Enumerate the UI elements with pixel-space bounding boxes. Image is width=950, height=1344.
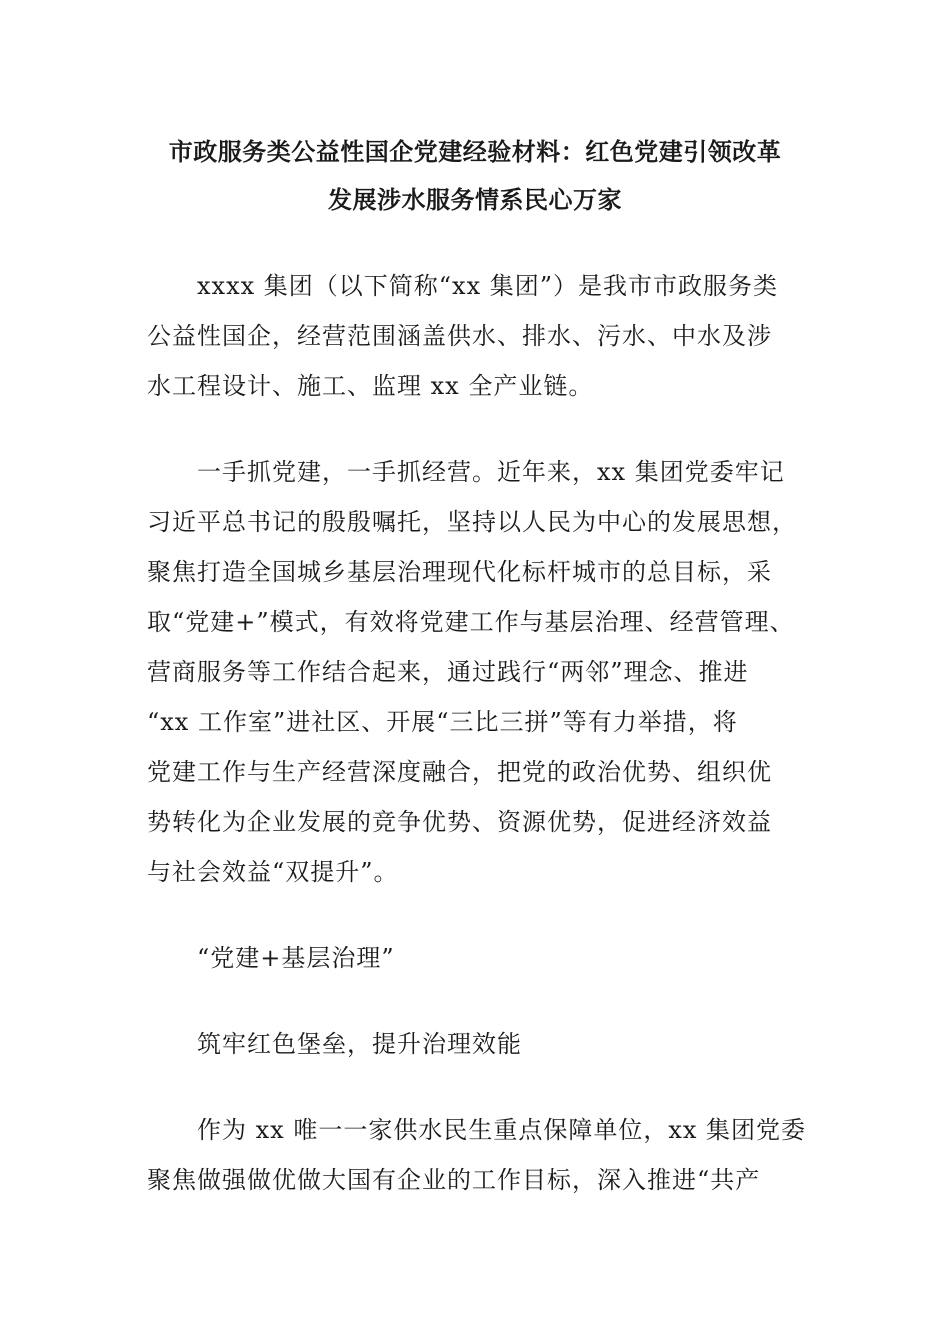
paragraph-2-line-1: 一手抓党建，一手抓经营。近年来，xx 集团党委牢记 [197,458,785,486]
paragraph-2-line-6: “xx 工作室”进社区、开展“三比三拼”等有力举措，将 [147,708,738,736]
paragraph-2-line-4: 取“党建+”模式，有效将党建工作与基层治理、经营管理、 [147,608,795,636]
section-subheading: 筑牢红色堡垒，提升治理效能 [197,1030,522,1058]
section-heading: “党建+基层治理” [197,944,395,972]
paragraph-3-line-2: 聚焦做强做优做大国有企业的工作目标，深入推进“共产 [147,1166,761,1194]
paragraph-2-line-7: 党建工作与生产经营深度融合，把党的政治优势、组织优 [147,758,772,786]
document-title [140,128,810,224]
paragraph-1-line-3: 水工程设计、施工、监理 xx 全产业链。 [147,372,594,400]
paragraph-2-line-3: 聚焦打造全国城乡基层治理现代化标杆城市的总目标，采 [147,558,772,586]
paragraph-2-line-8: 势转化为企业发展的竞争优势、资源优势，促进经济效益 [147,808,772,836]
paragraph-3-line-1: 作为 xx 唯一一家供水民生重点保障单位，xx 集团党委 [197,1116,807,1144]
title-line-2: 发展涉水服务情系民心万家 [328,185,622,214]
paragraph-2-line-2: 习近平总书记的殷殷嘱托，坚持以人民为中心的发展思想， [147,508,797,536]
paragraph-1-line-2: 公益性国企，经营范围涵盖供水、排水、污水、中水及涉 [147,322,772,350]
paragraph-2-line-9: 与社会效益“双提升”。 [147,858,399,886]
paragraph-1-line-1: xxxx 集团（以下简称“xx 集团”）是我市市政服务类 [197,272,779,300]
paragraph-2-line-5: 营商服务等工作结合起来，通过践行“两邻”理念、推进 [147,658,749,686]
title-line-1: 市政服务类公益性国企党建经验材料：红色党建引领改革 [168,137,782,166]
